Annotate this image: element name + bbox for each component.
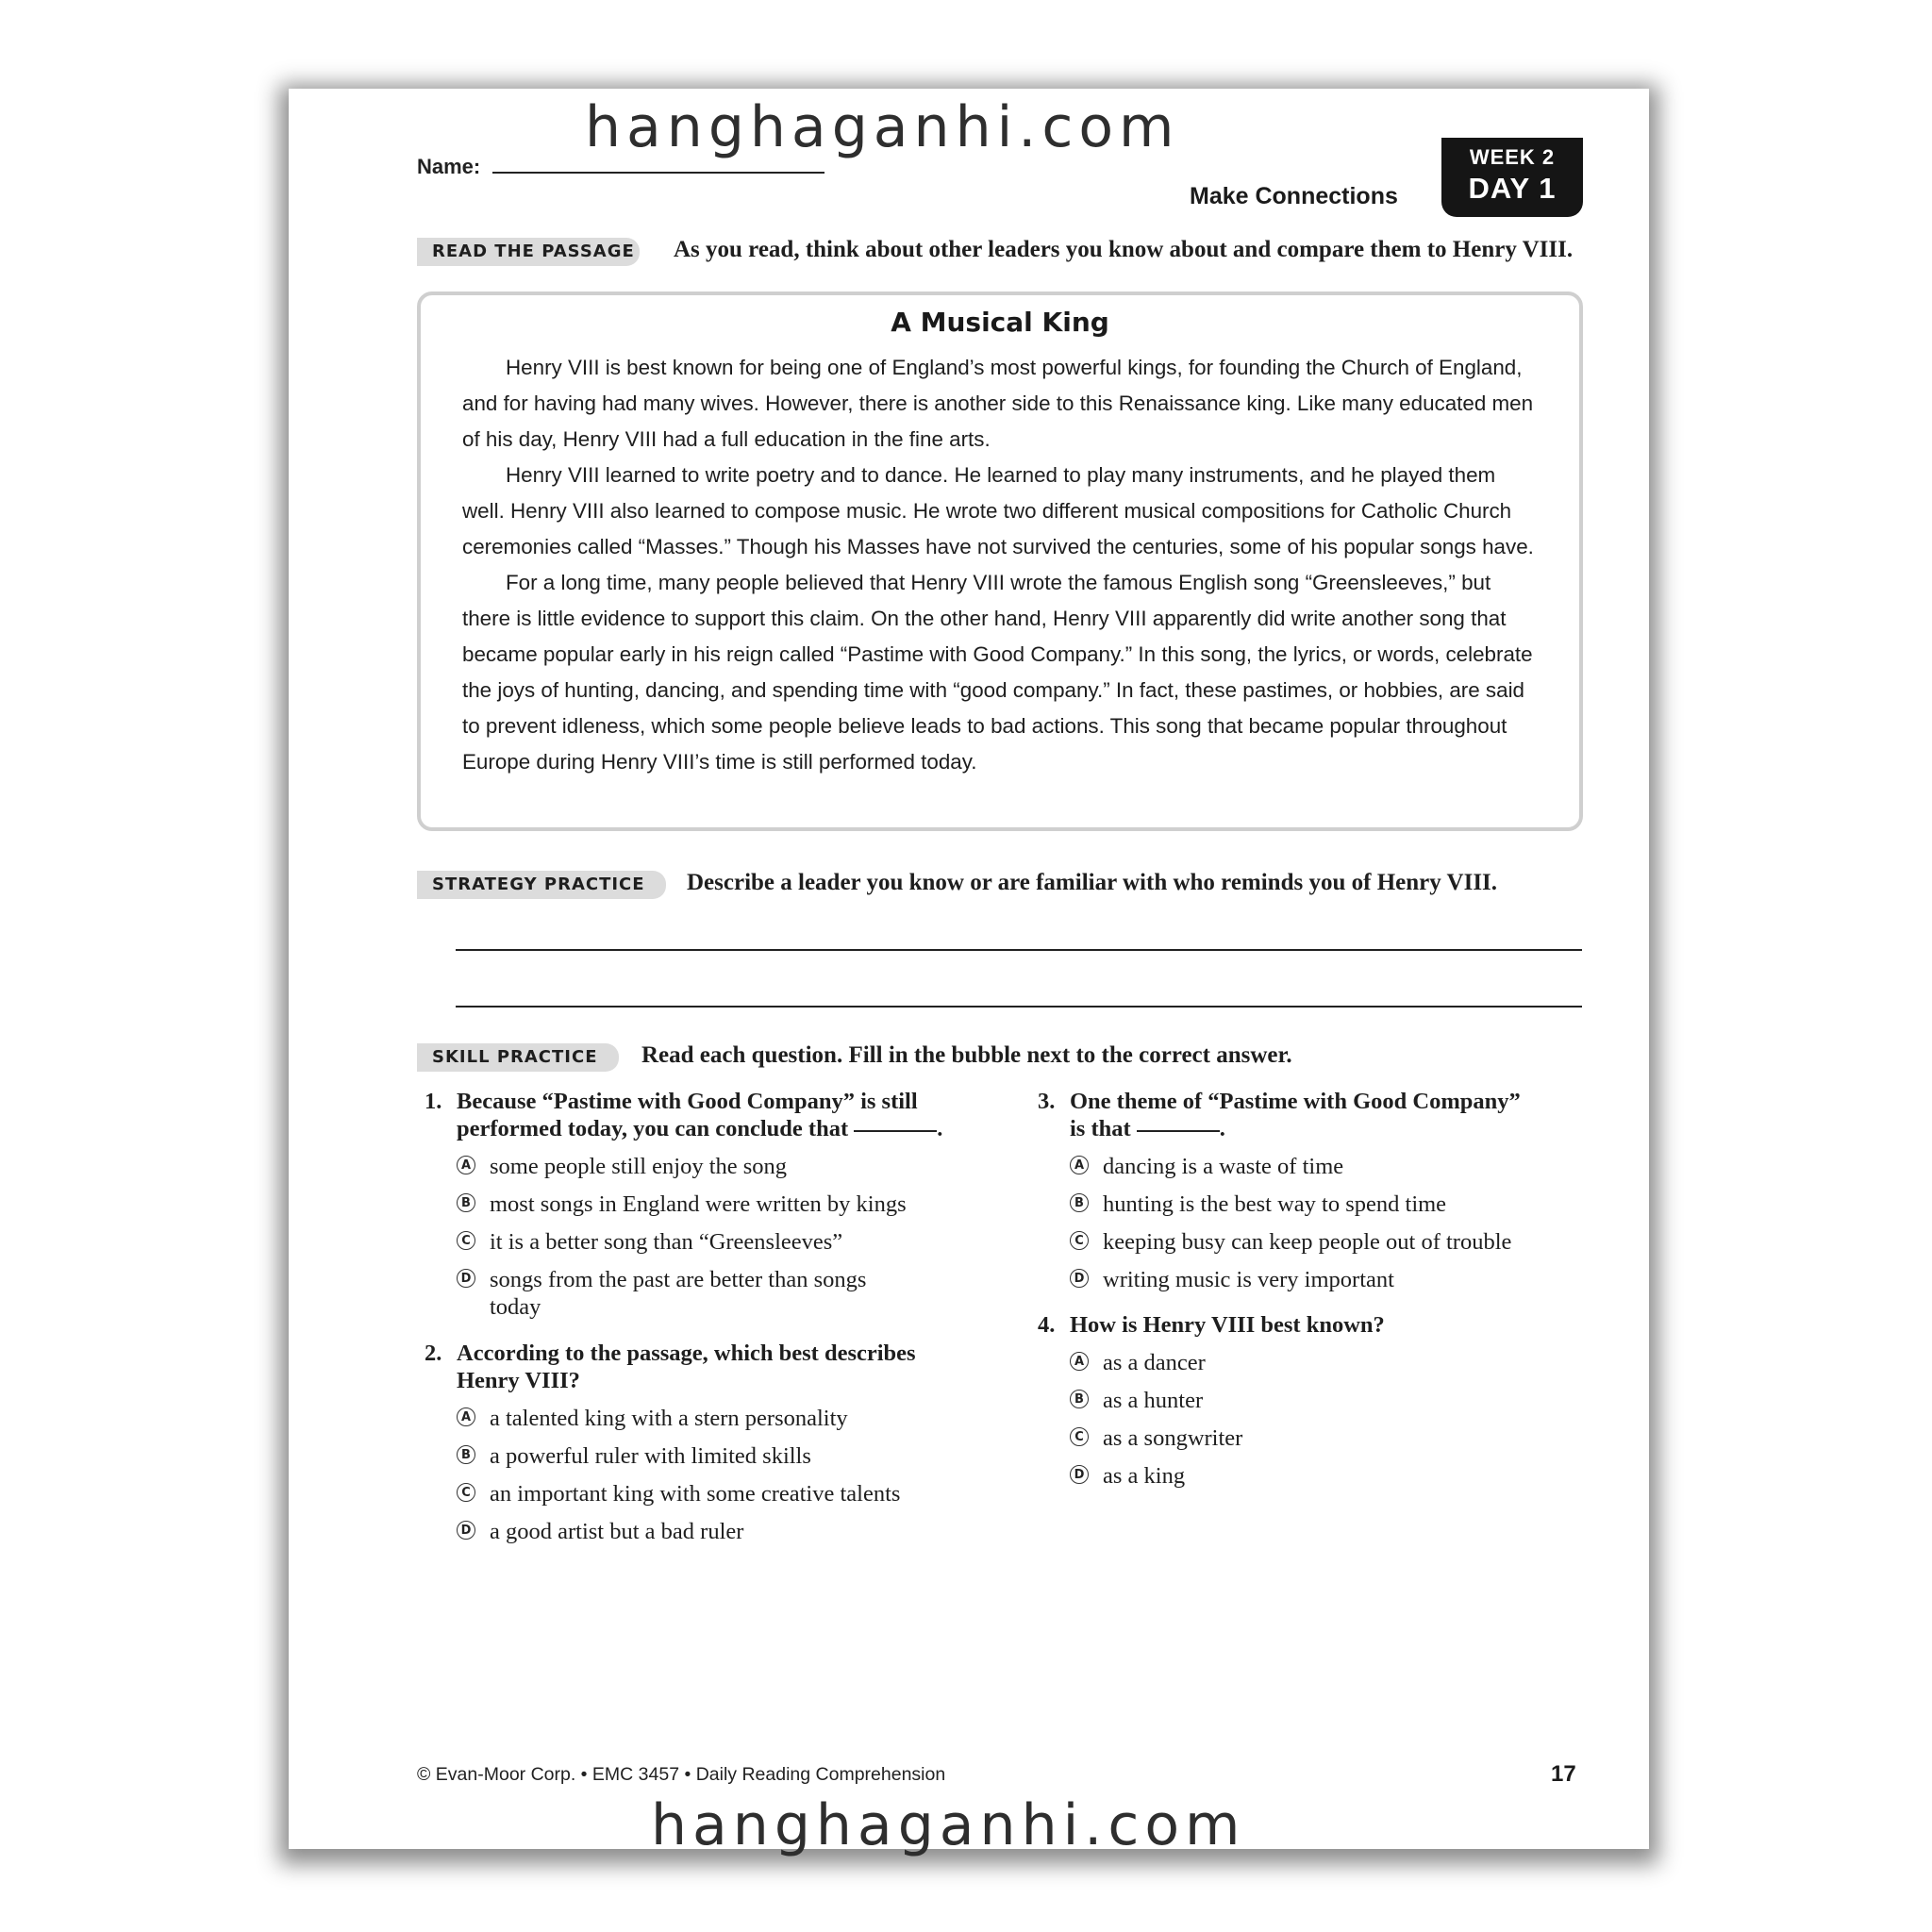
answer-option[interactable]: A a talented king with a stern personality — [457, 1405, 934, 1432]
passage-paragraph: For a long time, many people believed that Henry VIII wrote the famous English song “Greensleeves,” but there is little evidence to support this claim. On the other hand, Henry VIII apparently did write another song that became popular early in his reign called “Pastime with Good Company.” In this song, the lyrics, or words, celebrate the joys of hunting, dancing, and spending time with “good company.” In fact, these pastimes, or hobbies, are said to prevent idleness, which some people believe leads to bad actions. This song that became popular throughout Europe during Henry VIII’s time is still performed today. — [462, 571, 1533, 774]
question-3 — [1038, 1088, 1566, 1293]
answer-blank — [1137, 1130, 1220, 1132]
answer-option[interactable]: D a good artist but a bad ruler — [457, 1518, 934, 1545]
answer-option[interactable]: C an important king with some creative talents — [457, 1480, 934, 1507]
answer-line[interactable] — [456, 949, 1582, 951]
bubble-icon[interactable]: B — [457, 1193, 475, 1212]
passage-box — [417, 291, 1583, 831]
bubble-icon[interactable]: A — [457, 1407, 475, 1426]
question-stem: 1. Because “Pastime with Good Company” is still performed today, you can conclude that . — [425, 1089, 943, 1141]
watermark-text: hanghaganhi.com — [651, 1792, 1246, 1858]
answer-option[interactable]: B a powerful ruler with limited skills — [457, 1442, 934, 1470]
passage-paragraph: Henry VIII learned to write poetry and to dance. He learned to play many instruments, and he played them well. Henry VIII also learned to compose music. He wrote two different musical compositions for Catholic Church ceremonies called “Masses.” Though his Masses have not survived the centuries, some of his popular songs have. — [462, 463, 1534, 558]
week-label: WEEK 2 — [1469, 145, 1556, 169]
answer-option[interactable]: B hunting is the best way to spend time — [1070, 1191, 1566, 1218]
answer-option[interactable]: B most songs in England were written by kings — [457, 1191, 953, 1218]
bubble-icon[interactable]: D — [457, 1521, 475, 1540]
day-label: DAY 1 — [1468, 172, 1557, 205]
answer-option[interactable]: C it is a better song than “Greensleeves” — [457, 1228, 953, 1256]
name-field[interactable] — [492, 172, 824, 174]
answer-option[interactable]: A some people still enjoy the song — [457, 1153, 953, 1180]
bubble-icon[interactable]: A — [457, 1156, 475, 1174]
bubble-icon[interactable]: C — [457, 1483, 475, 1502]
bubble-icon[interactable]: D — [1070, 1465, 1089, 1484]
answer-option[interactable]: C keeping busy can keep people out of trouble — [1070, 1228, 1566, 1256]
strategy-practice-pill: STRATEGY PRACTICE — [417, 871, 666, 899]
watermark-text: hanghaganhi.com — [585, 94, 1180, 160]
page-number: 17 — [1551, 1761, 1576, 1787]
passage-title: A Musical King — [891, 307, 1109, 338]
read-passage-instruction: As you read, think about other leaders you know about and compare them to Henry VIII. — [674, 237, 1574, 262]
answer-option[interactable]: B as a hunter — [1070, 1387, 1547, 1414]
answer-line[interactable] — [456, 1006, 1582, 1008]
name-label: Name: — [417, 155, 481, 178]
strategy-practice-instruction: Describe a leader you know or are familiar with who reminds you of Henry VIII. — [687, 870, 1498, 895]
answer-blank — [854, 1130, 937, 1132]
bubble-icon[interactable]: C — [1070, 1231, 1089, 1250]
bubble-icon[interactable]: B — [457, 1445, 475, 1464]
section-label: Make Connections — [1190, 183, 1398, 209]
question-4 — [1038, 1311, 1547, 1490]
answer-option[interactable]: C as a songwriter — [1070, 1424, 1547, 1452]
footer-copyright: © Evan-Moor Corp. • EMC 3457 • Daily Reading Comprehension — [417, 1764, 946, 1785]
question-stem: 3. One theme of “Pastime with Good Company” is that . — [1038, 1089, 1521, 1141]
answer-option[interactable]: D as a king — [1070, 1462, 1547, 1490]
answer-option[interactable]: A dancing is a waste of time — [1070, 1153, 1566, 1180]
passage-body — [462, 350, 1538, 780]
question-2 — [425, 1340, 934, 1545]
passage-paragraph: Henry VIII is best known for being one of England’s most powerful kings, for founding the Church of England, and for having had many wives. However, there is another side to this Renaissance king. Like many educated men of his day, Henry VIII had a full education in the fine arts. — [462, 356, 1534, 451]
read-passage-pill: READ THE PASSAGE — [417, 238, 640, 266]
skill-practice-instruction: Read each question. Fill in the bubble next to the correct answer. — [641, 1042, 1292, 1068]
bubble-icon[interactable]: B — [1070, 1193, 1089, 1212]
bubble-icon[interactable]: A — [1070, 1156, 1089, 1174]
bubble-icon[interactable]: C — [1070, 1427, 1089, 1446]
bubble-icon[interactable]: A — [1070, 1352, 1089, 1371]
skill-practice-pill: SKILL PRACTICE — [417, 1043, 619, 1072]
question-stem: 4. How is Henry VIII best known? — [1038, 1312, 1385, 1338]
bubble-icon[interactable]: D — [1070, 1269, 1089, 1288]
answer-option[interactable]: D writing music is very important — [1070, 1266, 1566, 1293]
bubble-icon[interactable]: B — [1070, 1390, 1089, 1408]
answer-option[interactable]: D songs from the past are better than songs today — [457, 1266, 891, 1321]
question-1 — [425, 1088, 953, 1321]
question-stem: 2. According to the passage, which best describes Henry VIII? — [425, 1341, 916, 1393]
bubble-icon[interactable]: C — [457, 1231, 475, 1250]
week-day-badge — [1441, 138, 1583, 217]
bubble-icon[interactable]: D — [457, 1269, 475, 1288]
answer-option[interactable]: A as a dancer — [1070, 1349, 1547, 1376]
worksheet-page — [289, 89, 1649, 1849]
